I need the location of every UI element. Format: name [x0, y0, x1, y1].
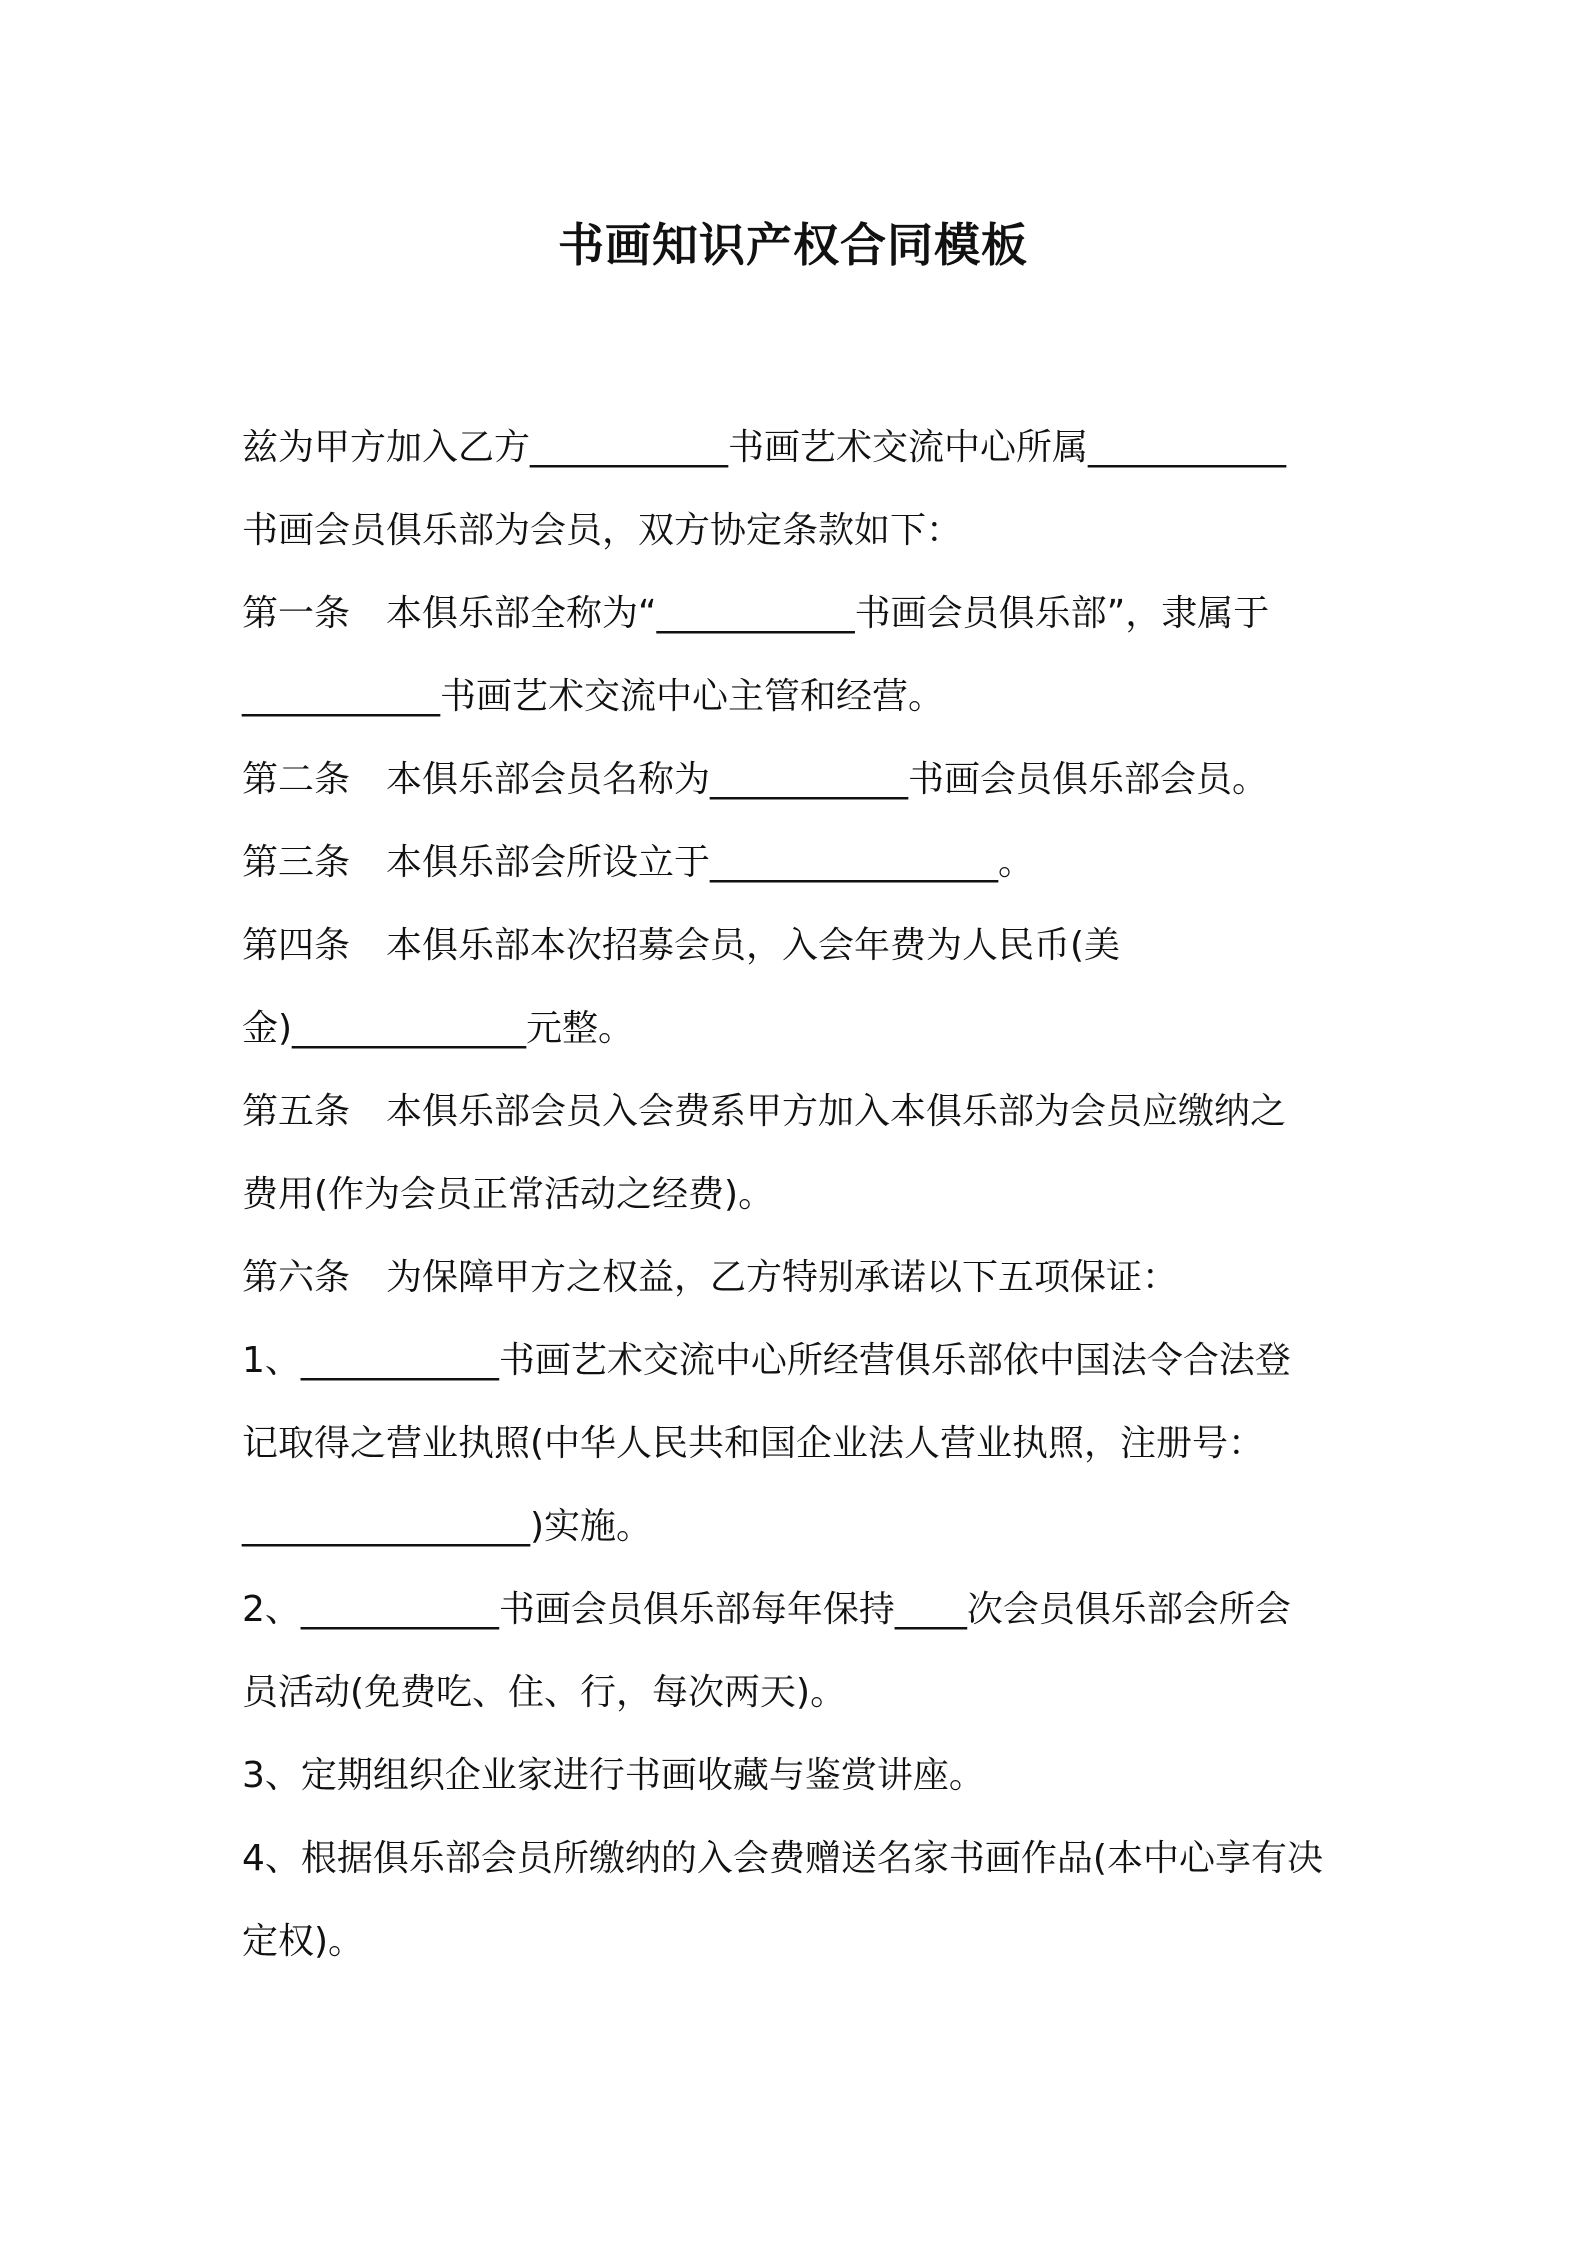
paragraph-line: 第二条 本俱乐部会员名称为___________书画会员俱乐部会员。 — [242, 759, 1269, 800]
paragraph-line: 费用(作为会员正常活动之经费)。 — [242, 1174, 775, 1215]
paragraph-line: 金)_____________元整。 — [242, 1008, 635, 1049]
paragraph-line: 3、定期组织企业家进行书画收藏与鉴赏讲座。 — [242, 1755, 985, 1796]
paragraph-line: 第五条 本俱乐部会员入会费系甲方加入本俱乐部为会员应缴纳之 — [242, 1091, 1287, 1132]
paragraph-line: 第一条 本俱乐部全称为“___________书画会员俱乐部”，隶属于 — [242, 593, 1270, 634]
paragraph-line: ___________书画艺术交流中心主管和经营。 — [242, 676, 945, 717]
paragraph-line: 定权)。 — [242, 1921, 365, 1962]
paragraph-line: 4、根据俱乐部会员所缴纳的入会费赠送名家书画作品(本中心享有决 — [242, 1838, 1323, 1879]
paragraph-line: 书画会员俱乐部为会员，双方协定条款如下： — [242, 510, 963, 551]
paragraph-line: 第三条 本俱乐部会所设立于________________。 — [242, 842, 1035, 883]
paragraph-line: 记取得之营业执照(中华人民共和国企业法人营业执照，注册号： — [242, 1423, 1265, 1464]
paragraph-line: 员活动(免费吃、住、行，每次两天)。 — [242, 1672, 847, 1713]
document-title: 书画知识产权合同模板 — [558, 218, 1028, 272]
paragraph-line: ________________)实施。 — [242, 1506, 653, 1547]
paragraph-line: 第六条 为保障甲方之权益，乙方特别承诺以下五项保证： — [242, 1257, 1179, 1298]
paragraph-line: 兹为甲方加入乙方___________书画艺术交流中心所属___________ — [242, 427, 1287, 468]
paragraph-line: 1、___________书画艺术交流中心所经营俱乐部依中国法令合法登 — [242, 1340, 1291, 1381]
document-body — [242, 406, 1367, 1983]
paragraph-line: 第四条 本俱乐部本次招募会员，入会年费为人民币(美 — [242, 925, 1121, 966]
paragraph-line: 2、___________书画会员俱乐部每年保持____次会员俱乐部会所会 — [242, 1589, 1291, 1630]
